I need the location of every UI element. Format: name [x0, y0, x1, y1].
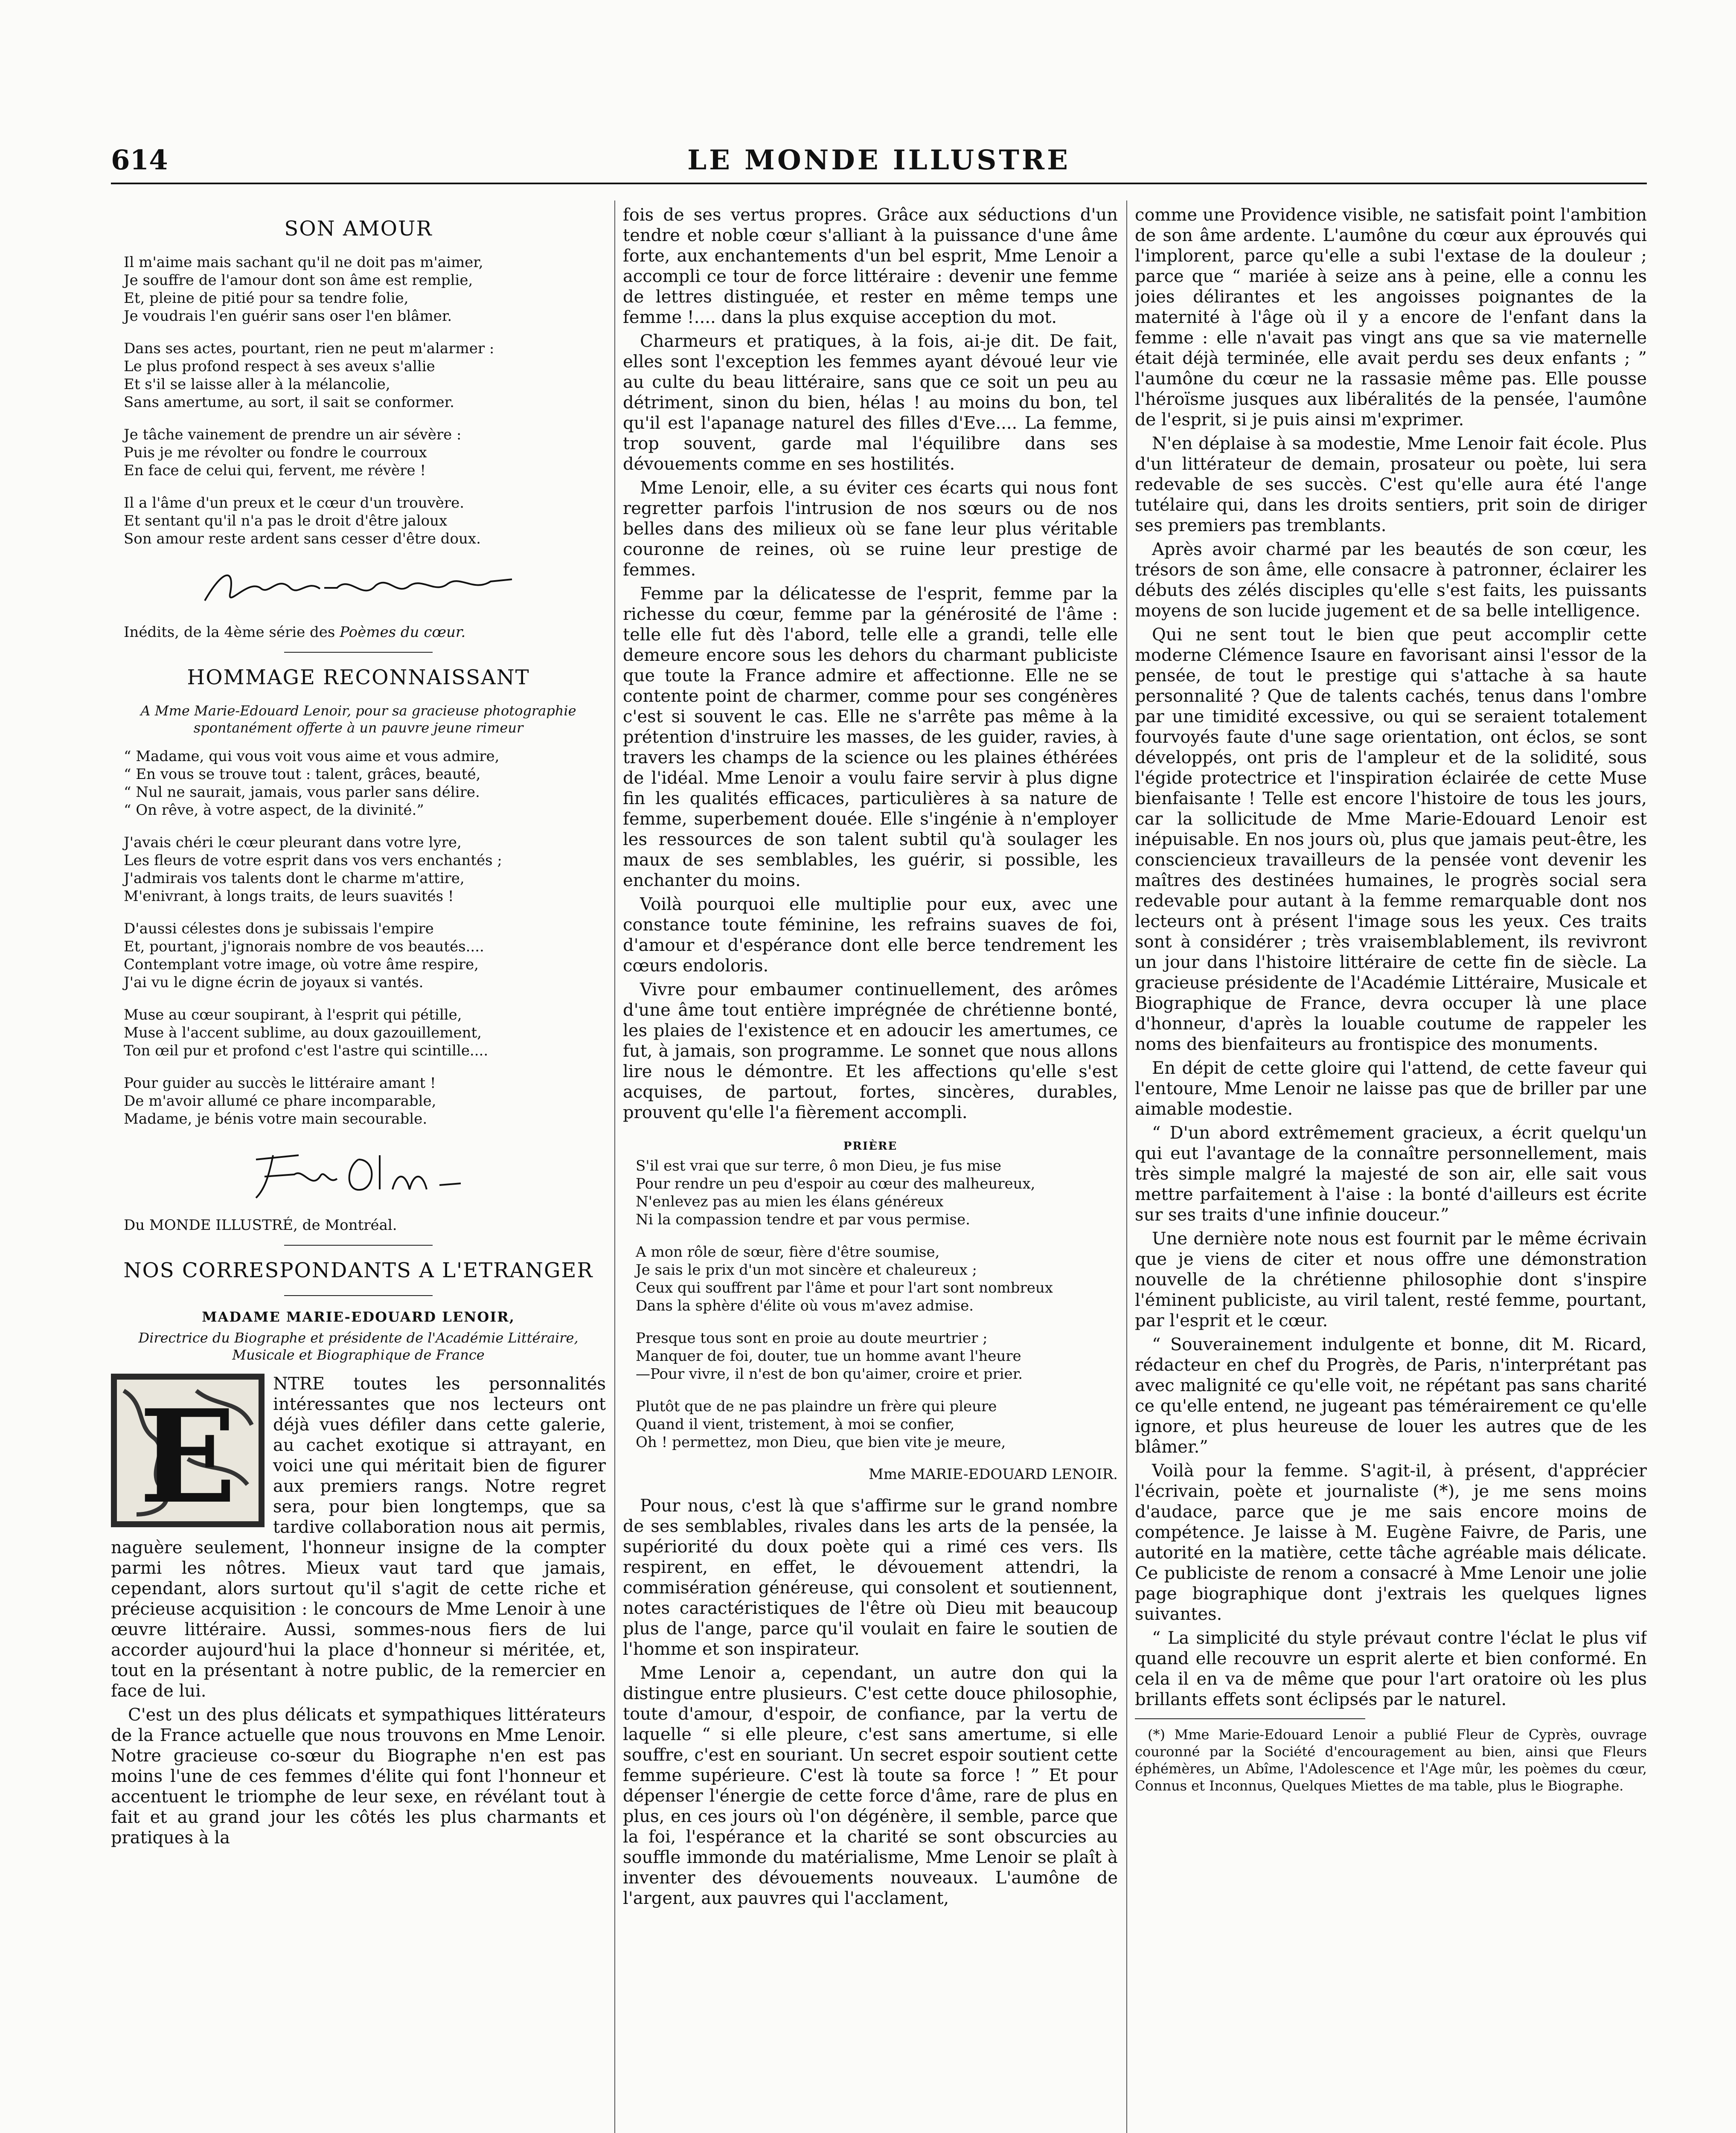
- page-number: 614: [111, 144, 168, 176]
- stanza: [124, 426, 606, 479]
- stanza: [124, 920, 606, 991]
- column-divider: [614, 201, 615, 2133]
- verse-line: Son amour reste ardent sans cesser d'être doux.: [124, 530, 481, 547]
- stanza: [124, 1006, 606, 1060]
- verse-line: Je voudrais l'en guérir sans oser l'en blâmer.: [124, 308, 452, 325]
- stanza: [124, 834, 606, 905]
- column-left: [111, 205, 606, 2133]
- paragraph: Mme Lenoir a, cependant, un autre don qui la distingue entre plusieurs. C'est cette douce philosophie, toute d'amour, d'espoir, de confiance, par la vertu de laquelle “ si elle pleure, c'est sans amertume, si elle souffre, c'est en souriant. Un secret espoir soutient cette femme supérieure. C'est là toute sa force ! ” Et pour dépenser l'énergie de cette force d'âme, rare de plus en plus, en ces jours où l'on dégénère, il semble, parce que la foi, l'espérance et la charité se sont obscurcies au souffle immonde du matérialisme, Mme Lenoir se plaît à inventer des dévouements nouveaux. L'aumône de l'argent, aux pauvres qui l'acclament,: [623, 1663, 1118, 1908]
- masthead-rule: [111, 183, 1647, 184]
- verse-line: Contemplant votre image, où votre âme respire,: [124, 956, 479, 973]
- verse-line: Madame, je bénis votre main secourable.: [124, 1110, 427, 1128]
- verse-line: Dans la sphère d'élite où vous m'avez admise.: [636, 1297, 974, 1314]
- verse-line: Et sentant qu'il n'a pas le droit d'être jaloux: [124, 512, 448, 529]
- verse-line: Il m'aime mais sachant qu'il ne doit pas m'aimer,: [124, 254, 483, 271]
- verse-line: Ton œil pur et profond c'est l'astre qui scintille....: [124, 1042, 489, 1059]
- verse-line: Et s'il se laisse aller à la mélancolie,: [124, 376, 390, 393]
- paragraph: Charmeurs et pratiques, à la fois, ai-je dit. De fait, elles sont l'exception les femmes ayant dévoué leur vie au culte du beau littéraire, sans que ce soit un peu au détriment, sinon du bien, hélas ! au moins du bon, tel qu'il est l'apanage naturel des filles d'Eve.... La femme, trop souvent, garde mal l'équilibre dans ses dévouements comme en ses hostilités.: [623, 331, 1118, 474]
- verse-line: N'enlevez pas au mien les élans généreux: [636, 1193, 944, 1210]
- paragraph: C'est un des plus délicats et sympathiques littérateurs de la France actuelle que nous trouvons en Mme Lenoir. Notre gracieuse co-sœur du Biographe n'en est pas moins l'une de ces femmes d'élite qui font l'honneur et accentuent le triomphe de leur sexe, en révélant tout à fait et au grand jour les côtés les plus charmants et pratiques à la: [111, 1705, 606, 1848]
- stanza: [636, 1398, 1118, 1451]
- verse-line: Je souffre de l'amour dont son âme est remplie,: [124, 272, 473, 289]
- poem-title-hommage: HOMMAGE RECONNAISSANT: [187, 665, 530, 689]
- paragraph: “ Souverainement indulgente et bonne, dit M. Ricard, rédacteur en chef du Progrès, de Paris, n'interprétant pas avec malignité ce qu'elle voit, ne répétant pas sans charité ce qu'elle entend, ne jugeant pas témérairement ce qu'elle ignore, et plus heureuse de louer les autres que de les blâmer.”: [1135, 1335, 1647, 1457]
- verse-line: J'admirais vos talents dont le charme m'attire,: [124, 870, 465, 887]
- footnote: (*) Mme Marie-Edouard Lenoir a publié Fleur de Cyprès, ouvrage couronné par la Société d'encouragement au bien, ainsi que Fleurs éphémères, un Abîme, l'Adolescence et l'Age mûr, les poèmes du cœur, Connus et Inconnus, Quelques Miettes de ma table, plus le Biographe.: [1135, 1726, 1647, 1794]
- dropcap-letter: E: [139, 1381, 237, 1527]
- stanza: [636, 1329, 1118, 1383]
- verse-line: Presque tous sont en proie au doute meurtrier ;: [636, 1330, 988, 1347]
- footnote-rule: [1135, 1718, 1365, 1719]
- paragraph: En dépit de cette gloire qui l'attend, de cette faveur qui l'entoure, Mme Lenoir ne laisse pas que de briller par une aimable modestie.: [1135, 1058, 1647, 1119]
- verse-line: Le plus profond respect à ses aveux s'allie: [124, 358, 435, 375]
- stanza: [124, 747, 606, 819]
- verse-line: De m'avoir allumé ce phare incomparable,: [124, 1093, 436, 1110]
- article-subtitle: Directrice du Biographe et présidente de l'Académie Littéraire, Musicale et Biographique de France: [138, 1330, 579, 1363]
- verse-line: Et, pourtant, j'ignorais nombre de vos beautés....: [124, 938, 484, 955]
- verse-line: Ceux qui souffrent par l'âme et pour l'art sont nombreux: [636, 1279, 1053, 1296]
- signature-fred-olm: [239, 1142, 478, 1206]
- paragraph: Une dernière note nous est fournit par le même écrivain que je viens de citer et nous offre une démonstration nouvelle de la chrétienne philosophie dont s'inspire l'éminent publiciste, au viril talent, resté femme, pourtant, par l'esprit et le cœur.: [1135, 1229, 1647, 1331]
- verse-line: Pour guider au succès le littéraire amant !: [124, 1075, 436, 1092]
- verse-line: M'enivrant, à longs traits, de leurs suavités !: [124, 888, 454, 905]
- paragraph: Mme Lenoir, elle, a su éviter ces écarts qui nous font regretter parfois l'intrusion de nos sœurs ou de nos belles dans des milieux où se fane leur plus véritable couronne de reines, où se ruine leur prestige de femmes.: [623, 478, 1118, 580]
- section-title-correspondants: NOS CORRESPONDANTS A L'ETRANGER: [123, 1258, 593, 1282]
- son-amour-credit: [124, 624, 606, 641]
- column-right: [1135, 205, 1647, 2133]
- paragraph: Vivre pour embaumer continuellement, des arômes d'une âme tout entière imprégnée de chrétienne bonté, les plaies de l'existence et en adoucir les amertumes, ce fut, à jamais, son programme. Le sonnet que nous allons lire nous le démontre. Et les affections qu'elle s'est acquises, de partout, fortes, sincères, durables, prouvent qu'elle l'a fièrement accompli.: [623, 980, 1118, 1122]
- verse-line: J'avais chéri le cœur pleurant dans votre lyre,: [124, 834, 462, 851]
- verse-line: Je sais le prix d'un mot sincère et chaleureux ;: [636, 1261, 977, 1279]
- paragraph: Pour nous, c'est là que s'affirme sur le grand nombre de ses semblables, rivales dans les arts de la pensée, la supériorité du doux poète qui a rimé ces vers. Ils respirent, en effet, le dévouement attendri, la commisération généreuse, qui consolent et soutiennent, notes caractéristiques de l'être où Dieu mit beaucoup plus de l'ange, parce qu'il voulait en faire le soutien de l'homme et son inspirateur.: [623, 1496, 1118, 1659]
- verse-line: Et, pleine de pitié pour sa tendre folie,: [124, 290, 409, 307]
- verse-line: Muse au cœur soupirant, à l'esprit qui pétille,: [124, 1006, 462, 1023]
- poem-hommage: [111, 747, 606, 1128]
- verse-line: Il a l'âme d'un preux et le cœur d'un trouvère.: [124, 494, 465, 511]
- verse-line: Quand il vient, tristement, à moi se confier,: [636, 1416, 955, 1433]
- stanza: [124, 253, 606, 325]
- verse-line: Les fleurs de votre esprit dans vos vers enchantés ;: [124, 852, 502, 869]
- poem-title-priere: PRIÈRE: [843, 1140, 898, 1153]
- paragraph: Femme par la délicatesse de l'esprit, femme par la richesse du cœur, femme par la générosité de l'âme : telle elle fut dès l'abord, telle elle a grandi, telle elle demeure encore sous les dehors du charmant publiciste que toute la France admire et affectionne. Elle ne se contente point de charmer, comme pour ses congénères c'est si souvent le cas. Elle ne s'arrête pas même à la prétention d'instruire les masses, de les guider, ravies, à travers les champs de la science ou les plaines éthérées de l'idéal. Mme Lenoir a voulu faire servir à plus digne fin les qualités efficaces, particulières à sa nature de femme, superbement douée. Elle s'ingénie à n'employer les ressources de son talent subtil qu'à soulager les maux de ses semblables, les guérir, si possible, les enchanter du moins.: [623, 584, 1118, 890]
- paragraph: Qui ne sent tout le bien que peut accomplir cette moderne Clémence Isaure en favorisant ainsi l'essor de la pensée, de tout le prestige qui s'attache à sa haute personnalité ? Que de talents cachés, tenus dans l'ombre par une timidité excessive, ou qui se seraient totalement fourvoyés faute d'une sage orientation, ont éclos, se sont développés, ont pris de l'ampleur et de la solidité, sous l'égide protectrice et l'inspiration éclairée de cette Muse bienfaisante ! Telle est encore l'histoire de tous les jours, car la sollicitude de Mme Marie-Edouard Lenoir est inépuisable. En nos jours où, plus que jamais peut-être, les consciencieux travailleurs de la pensée vont devenir les maîtres des destinées humaines, le progrès social sera redevable pour autant à la femme remarquable dont nos lecteurs ont à présent l'image sous les yeux. Ces traits sont à considérer ; très vraisemblablement, ils revivront un jour dans l'histoire littéraire de cette fin de siècle. La gracieuse présidente de l'Académie Littéraire, Musicale et Biographique de France, devra occuper là une place d'honneur, d'après la louable coutume de rappeler les noms des bienfaiteurs au frontispice des monuments.: [1135, 625, 1647, 1054]
- verse-line: “ En vous se trouve tout : talent, grâces, beauté,: [124, 766, 481, 783]
- stanza: [124, 340, 606, 411]
- paragraph: fois de ses vertus propres. Grâce aux séductions d'un tendre et noble cœur s'alliant à la puissance d'une âme forte, aux enchantements d'un bel esprit, Mme Lenoir a accompli ce tour de force littéraire : devenir une femme de lettres distinguée, et rester en même temps une femme !.... dans la plus exquise acception du mot.: [623, 205, 1118, 327]
- credit-text: Inédits, de la 4ème série des: [124, 624, 340, 641]
- verse-line: Puis je me révolter ou fondre le courroux: [124, 444, 427, 461]
- signature-marie-edouard-lenoir: [196, 562, 521, 613]
- poem-title-son-amour: SON AMOUR: [284, 217, 433, 241]
- verse-line: Manquer de foi, douter, tue un homme avant l'heure: [636, 1348, 1021, 1365]
- paragraph: N'en déplaise à sa modestie, Mme Lenoir fait école. Plus d'un littérateur de demain, prosateur ou poète, lui sera redevable de ses succès. C'est qu'elle aura été l'ange tutélaire qui, dans les droits sentiers, prit soin de diriger ses premiers pas tremblants.: [1135, 434, 1647, 535]
- verse-line: —Pour vivre, il n'est de bon qu'aimer, croire et prier.: [636, 1366, 1023, 1383]
- paragraph: NTRE toutes les personnalités intéressantes que nos lecteurs ont déjà vues défiler dans cette galerie, au cachet exotique si attrayant, en voici une qui méritait bien de figurer aux premiers rangs. Notre regret sera, pour bien longtemps, que sa tardive collaboration nous ait permis, naguère seulement, l'honneur insigne de la compter parmi les nôtres. Mieux vaut tard que jamais, cependant, alors surtout qu'il s'agit de cette riche et précieuse acquisition : le concours de Mme Lenoir à une œuvre littéraire. Aussi, sommes-nous fiers de lui accorder aujourd'hui la place d'honneur si méritée, et, tout en la présentant à notre public, de la remercier en face de lui.: [111, 1374, 606, 1701]
- paragraph: “ La simplicité du style prévaut contre l'éclat le plus vif quand elle recouvre un esprit alerte et bien conformé. En cela il en va de même que pour l'art oratoire où les plus brillants effets sont éclipsés par le naturel.: [1135, 1628, 1647, 1709]
- stanza: [636, 1243, 1118, 1315]
- column-divider: [1126, 201, 1127, 2133]
- stanza: [124, 1074, 606, 1128]
- hommage-dedication: A Mme Marie-Edouard Lenoir, pour sa gracieuse photographie spontanément offerte à un pauvre jeune rimeur: [140, 703, 576, 736]
- verse-line: Oh ! permettez, mon Dieu, que bien vite je meure,: [636, 1434, 1006, 1451]
- verse-line: A mon rôle de sœur, fière d'être soumise,: [636, 1244, 940, 1261]
- article-subject: MADAME MARIE-EDOUARD LENOIR,: [202, 1309, 515, 1325]
- verse-line: “ Nul ne saurait, jamais, vous parler sans délire.: [124, 784, 480, 801]
- poem-priere: [623, 1157, 1118, 1451]
- newspaper-title: LE MONDE ILLUSTRE: [687, 144, 1070, 176]
- paragraph: “ D'un abord extrêmement gracieux, a écrit quelqu'un qui eut l'avantage de la connaître personnellement, mais très simple malgré la majesté de son air, elle sait vous mettre parfaitement à l'aise : la bonté d'ailleurs est écrite sur ses traits d'une infinie douceur.”: [1135, 1123, 1647, 1225]
- priere-signature: Mme MARIE-EDOUARD LENOIR.: [869, 1466, 1118, 1483]
- decorative-dropcap-e: [111, 1374, 265, 1527]
- column-middle: [623, 205, 1118, 2133]
- stanza: [124, 494, 606, 548]
- masthead: [111, 144, 1647, 178]
- poem-son-amour: [111, 253, 606, 548]
- divider: [284, 1245, 433, 1246]
- paragraph: Après avoir charmé par les beautés de son cœur, les trésors de son âme, elle consacre à patronner, éclairer les débuts des zélés disciples qu'elle s'est faits, les puissants moyens de son lucide jugement et de sa belle intelligence.: [1135, 540, 1647, 621]
- divider: [284, 652, 433, 653]
- verse-line: “ On rêve, à votre aspect, de la divinité.”: [124, 802, 424, 819]
- verse-line: Plutôt que de ne pas plaindre un frère qui pleure: [636, 1398, 997, 1415]
- verse-line: Muse à l'accent sublime, au doux gazouillement,: [124, 1024, 482, 1041]
- verse-line: D'aussi célestes dons je subissais l'empire: [124, 920, 434, 937]
- verse-line: Sans amertume, au sort, il sait se conformer.: [124, 394, 454, 411]
- verse-line: J'ai vu le digne écrin de joyaux si vantés.: [124, 974, 424, 991]
- credit-source: Poèmes du cœur.: [340, 624, 466, 641]
- verse-line: “ Madame, qui vous voit vous aime et vous admire,: [124, 748, 500, 765]
- verse-line: Pour rendre un peu d'espoir au cœur des malheureux,: [636, 1175, 1035, 1192]
- paragraph: Voilà pour la femme. S'agit-il, à présent, d'apprécier l'écrivain, poète et journaliste (*), je me sens moins d'audace, parce que je me sais encore moins de compétence. Je laisse à M. Eugène Faivre, de Paris, une autorité en la matière, cette tâche agréable mais délicate. Ce publiciste de renom a consacré à Mme Lenoir une jolie page biographique dont j'extrais les quelques lignes suivantes.: [1135, 1461, 1647, 1624]
- paragraph: Voilà pourquoi elle multiplie pour eux, avec une constance toute féminine, les refrains suaves de foi, d'amour et d'espérance dont elle berce tendrement les cœurs endoloris.: [623, 895, 1118, 976]
- hommage-credit: Du MONDE ILLUSTRÉ, de Montréal.: [124, 1217, 397, 1234]
- verse-line: Dans ses actes, pourtant, rien ne peut m'alarmer :: [124, 340, 494, 357]
- stanza: [636, 1157, 1118, 1229]
- verse-line: Ni la compassion tendre et par vous permise.: [636, 1211, 970, 1228]
- verse-line: S'il est vrai que sur terre, ô mon Dieu, je fus mise: [636, 1157, 1002, 1174]
- verse-line: En face de celui qui, fervent, me révère !: [124, 462, 426, 479]
- verse-line: Je tâche vainement de prendre un air sévère :: [124, 426, 462, 443]
- paragraph: comme une Providence visible, ne satisfait point l'ambition de son âme ardente. L'aumône du cœur aux éprouvés qui l'implorent, parce qu'elle a subi l'extase de la douleur ; parce que “ mariée à seize ans à peine, elle a connu les joies délirantes et les angoisses poignantes de la maternité à l'âge où il y a encore de l'enfant dans la femme : elle n'avait pas vingt ans que sa vie maternelle était déjà terminée, elle avait perdu ses deux enfants ; ” l'aumône du cœur ne la rassasie même pas. Elle pousse l'héroïsme jusques aux libéralités de la pensée, l'aumône de l'esprit, si je puis ainsi m'exprimer.: [1135, 205, 1647, 430]
- divider: [284, 1295, 433, 1296]
